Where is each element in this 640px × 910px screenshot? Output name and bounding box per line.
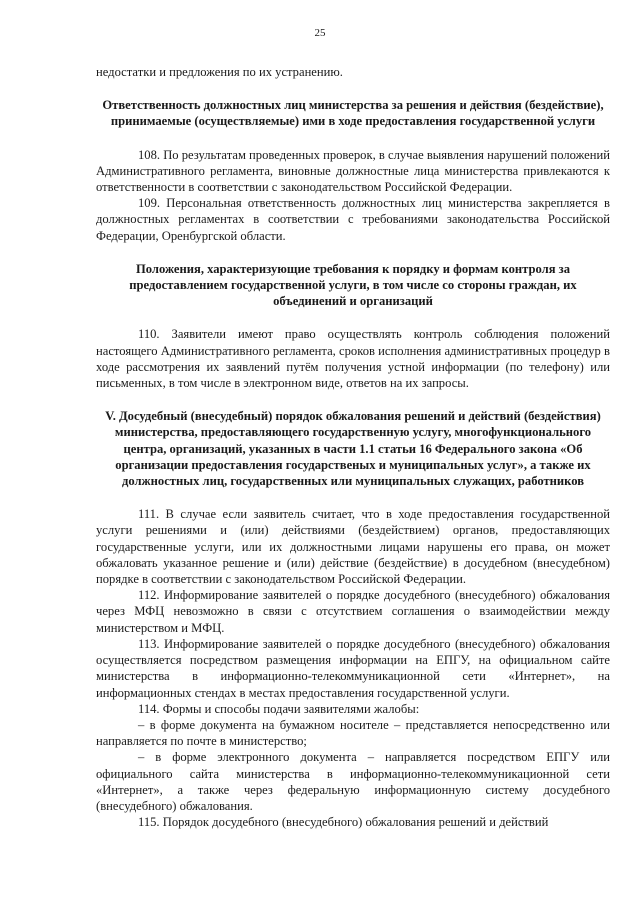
page-number: 25 <box>314 27 326 39</box>
section-heading-control: Положения, характеризующие требования к порядку и формам контроля за предоставлением государственной услуги, в том числе со стороны граждан, их объединений и организаций <box>129 261 577 309</box>
section-heading-responsibility: Ответственность должностных лиц министерства за решения и действия (бездействие), принимаемые (осуществляемые) ими в ходе предоставления государственной услуги <box>102 98 604 129</box>
paragraph-108: 108. По результатам проведенных проверок, в случае выявления нарушений положений Административного регламента, виновные должностные лица министерства привлекаются к ответственности в соответствии с законодательством Российской Федерации. <box>96 147 610 195</box>
paragraph-intro: недостатки и предложения по их устранению. <box>96 65 343 79</box>
paragraph-115: 115. Порядок досудебного (внесудебного) обжалования решений и действий <box>138 815 549 830</box>
paragraph-112: 112. Информирование заявителей о порядке досудебного (внесудебного) обжалования через МФЦ невозможно в связи с отсутствием соглашения о взаимодействии между министерством и МФЦ. <box>96 588 610 635</box>
paragraph-110: 110. Заявители имеют право осуществлять контроль соблюдения положений настоящего Административного регламента, сроков исполнения административных процедур в ходе рассмотрения их заявлений путём получения устной информации (по телефону) или письменных, в том числе в электронном виде, ответов на их запросы. <box>96 327 610 391</box>
paragraph-113: 113. Информирование заявителей о порядке досудебного (внесудебного) обжалования осуществляется посредством размещения информации на ЕПГУ, на официальном сайте министерства в информационно-телекоммуникационной сети «Интернет», на информационных стендах в местах предоставления государственной услуги. <box>96 636 610 700</box>
paragraph-111: 111. В случае если заявитель считает, что в ходе предоставления государственной услуги решениями и (или) действиями (бездействием) органов, предоставляющих государственные услуги, или их должностными лицами нарушены его права, он может обжаловать указанное решение и (или) действие (бездействие) в досудебном (внесудебном) порядке в соответствии с законодательством Российской Федерации. <box>96 507 610 587</box>
document-body <box>96 64 610 830</box>
section-heading-appeal: V. Досудебный (внесудебный) порядок обжалования решений и действий (бездействия) министерства, предоставляющего государственную услугу, многофункционального центра, организаций, указанных в части 1.1 статьи 16 Федерального закона «Об организации предоставления государственых и муниципальных услуг», а также их должностных лиц, государственных или муниципальных служащих, работников <box>105 409 601 489</box>
list-item-paper: – в форме документа на бумажном носителе – представляется непосредственно или направляется по почте в министерство; <box>96 717 610 749</box>
paragraph-109: 109. Персональная ответственность должностных лиц министерства закрепляется в должностных регламентах в соответствии с требованиями законодательства Российской Федерации, Оренбургской области. <box>96 196 610 243</box>
list-item-electronic: – в форме электронного документа – направляется посредством ЕПГУ или официального сайта министерства в информационно-телекоммуникационной сети «Интернет», а также через федеральную информационную систему досудебного (внесудебного) обжалования. <box>96 750 610 813</box>
paragraph-114: 114. Формы и способы подачи заявителями жалобы: <box>138 701 420 716</box>
